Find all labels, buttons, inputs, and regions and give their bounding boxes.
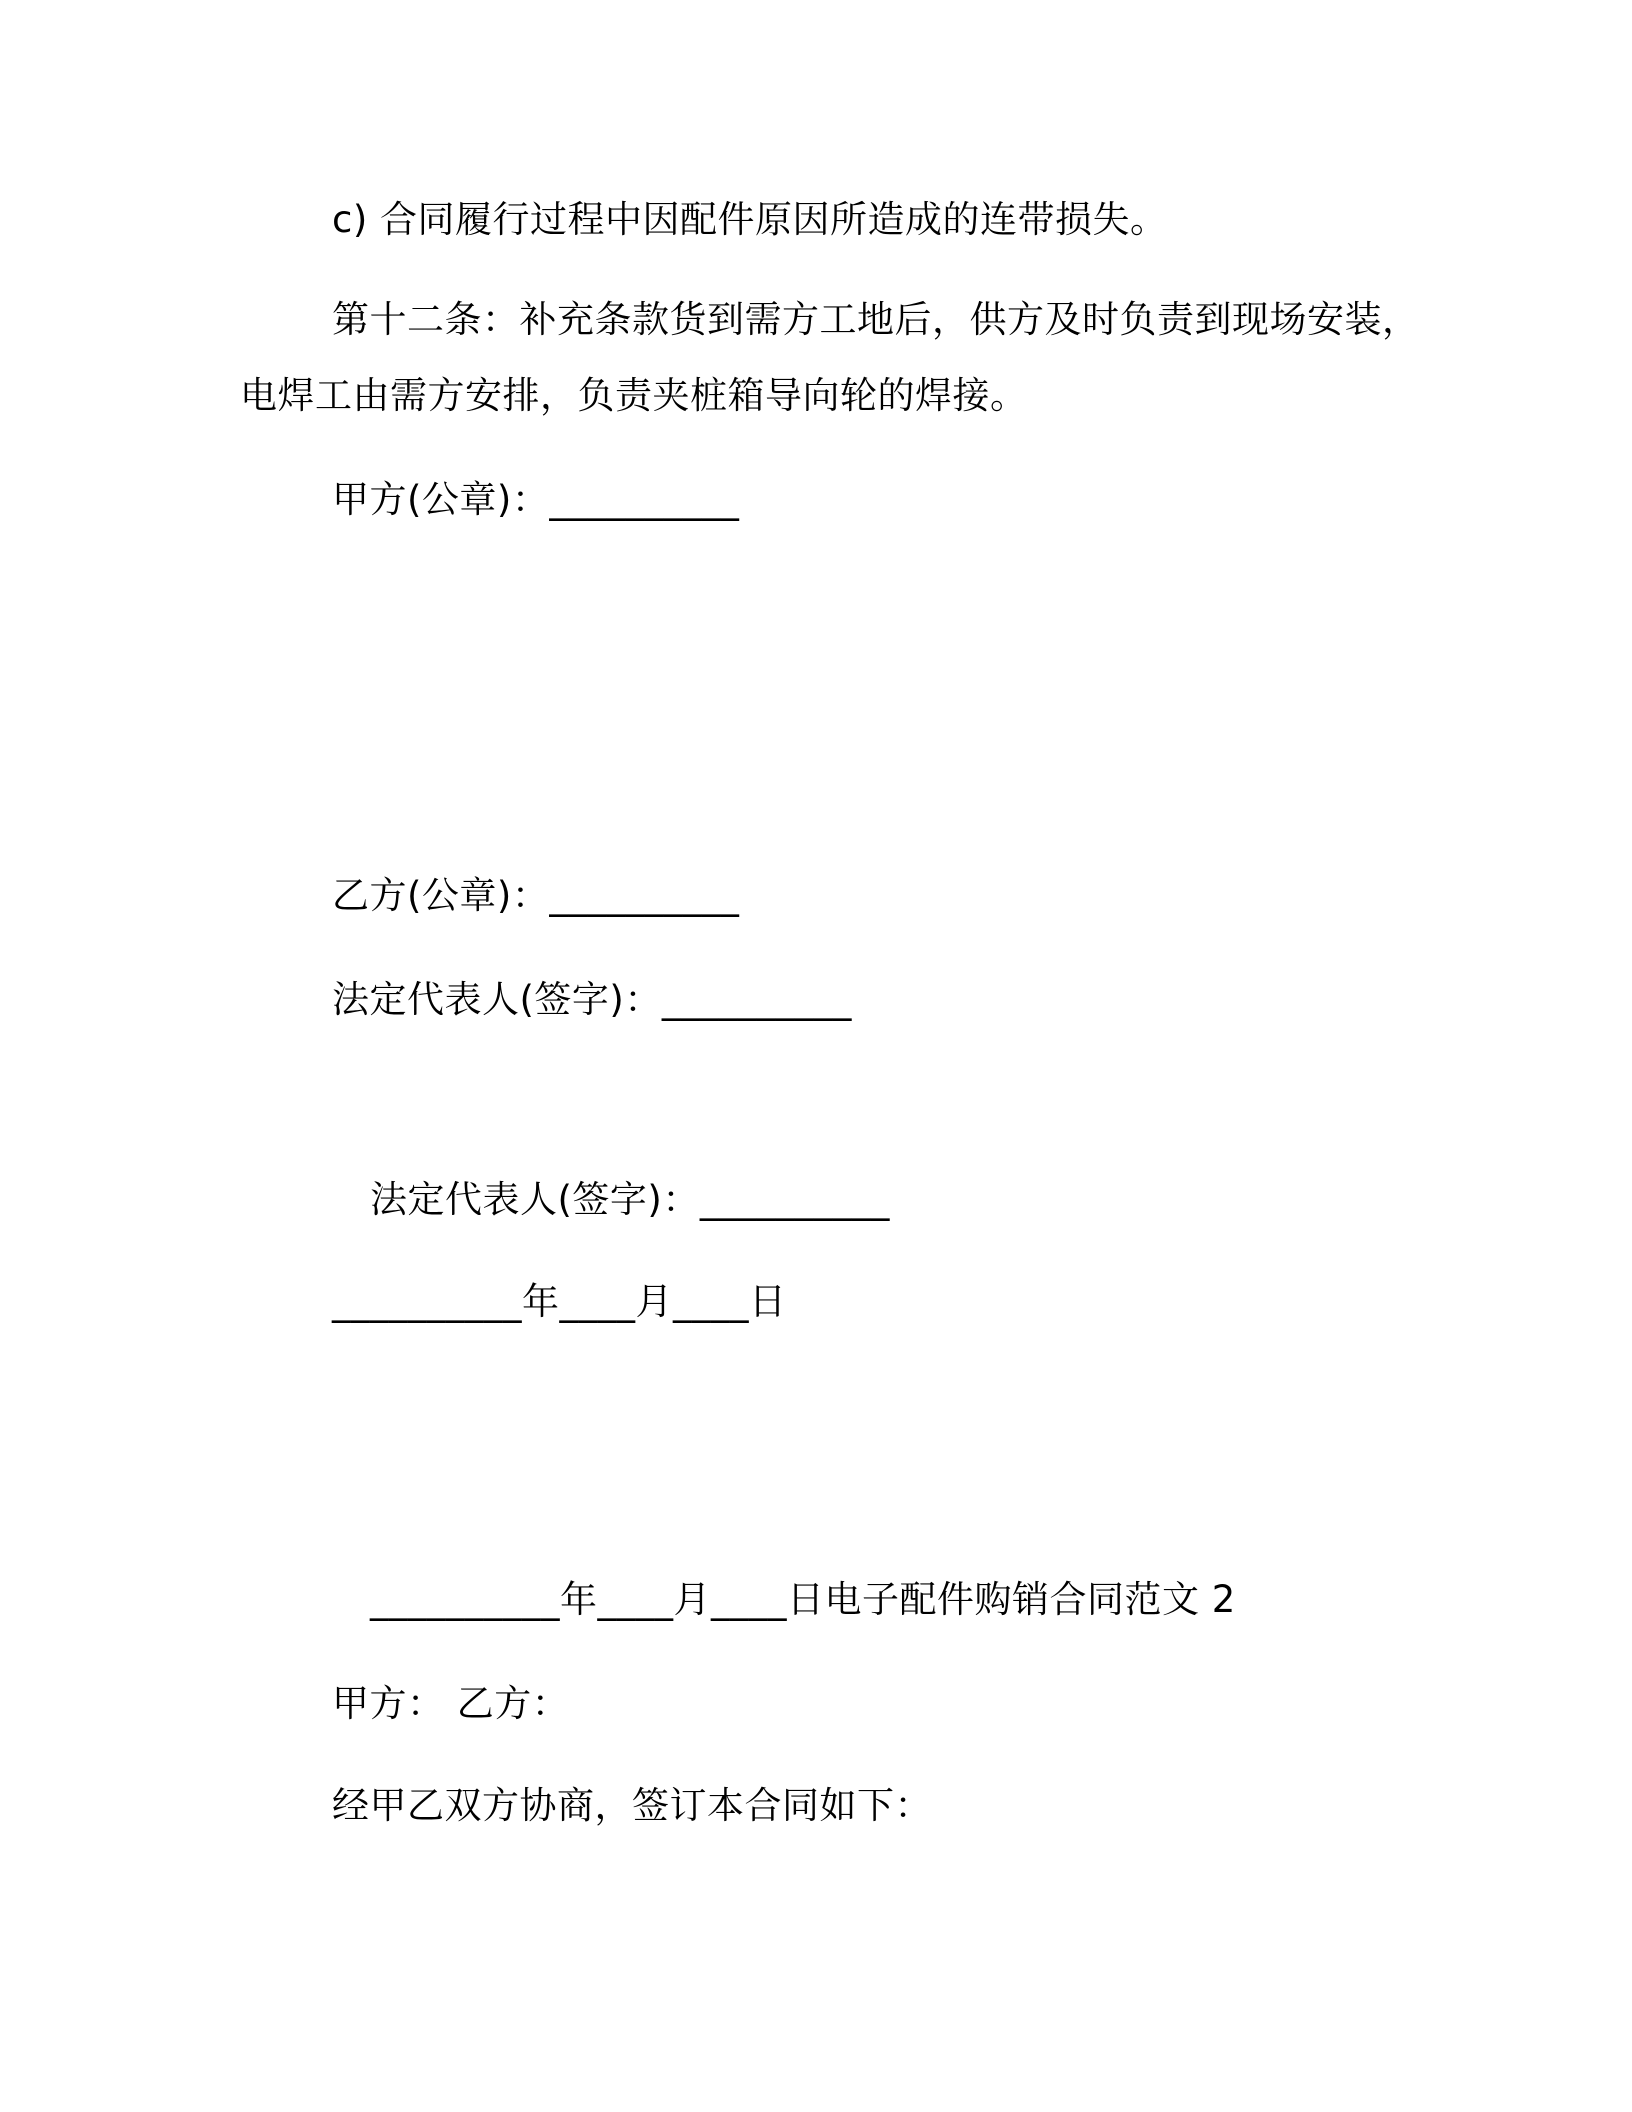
- legal-representative-line-2: 法定代表人(签字)：__________: [370, 1178, 890, 1221]
- intro-line: 经甲乙双方协商，签订本合同如下：: [332, 1784, 932, 1827]
- date-line: __________年____月____日: [332, 1280, 787, 1323]
- clause-c-text: c) 合同履行过程中因配件原因所造成的连带损失。: [332, 198, 1168, 241]
- legal-representative-line-1: 法定代表人(签字)：__________: [332, 978, 852, 1021]
- party-a-seal-line: 甲方(公章)：__________: [332, 478, 740, 521]
- date-title-line: __________年____月____日电子配件购销合同范文 2: [370, 1578, 1236, 1621]
- parties-line: 甲方： 乙方：: [332, 1682, 570, 1725]
- clause-12-line-1: 第十二条：补充条款货到需方工地后，供方及时负责到现场安装，: [332, 298, 1420, 341]
- party-b-seal-line: 乙方(公章)：__________: [332, 874, 740, 917]
- clause-12-line-2: 电焊工由需方安排，负责夹桩箱导向轮的焊接。: [240, 374, 1028, 417]
